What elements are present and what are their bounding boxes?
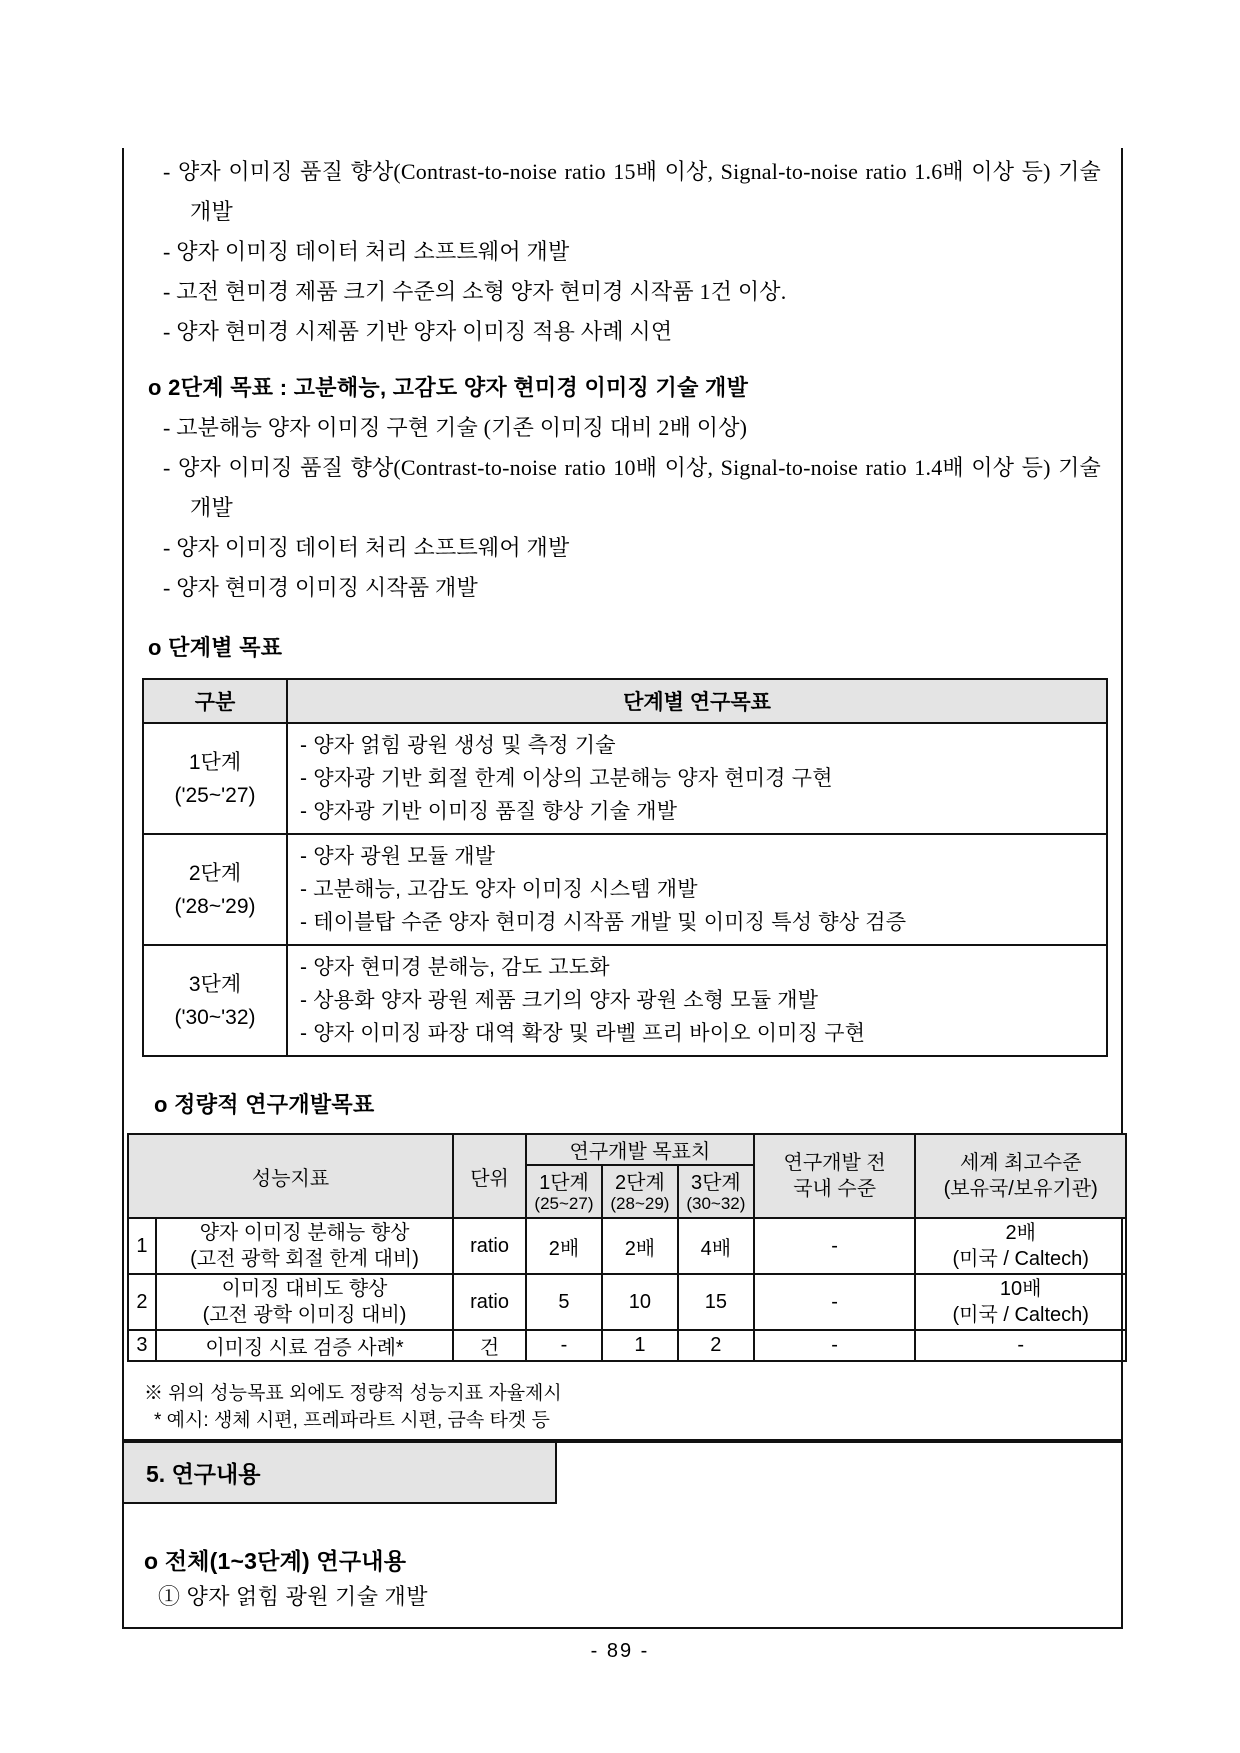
row-number: 1 [128, 1218, 156, 1274]
unit-cell: ratio [453, 1274, 526, 1330]
world-best-line1: 10배 [999, 1278, 1042, 1300]
indicator-cell [156, 1218, 453, 1274]
footnote: ※ 위의 성능목표 외에도 정량적 성능지표 자율제시 [144, 1383, 562, 1404]
stage2-label-cell [143, 834, 287, 945]
indicator-cell: 이미징 시료 검증 사례* [156, 1330, 453, 1361]
goal-item: - 양자광 기반 이미징 품질 향상 기술 개발 [300, 800, 678, 823]
table-row-stage2 [143, 834, 1107, 945]
goal-item: - 테이블탑 수준 양자 현미경 시작품 개발 및 이미징 특성 향상 검증 [300, 911, 907, 934]
footnote: * 예시: 생체 시편, 프레파라트 시편, 금속 타겟 등 [154, 1410, 550, 1431]
stage2-value: 10 [602, 1274, 678, 1330]
stage-period: (28~29) [610, 1193, 670, 1213]
world-best-line2: (미국 / Caltech) [952, 1248, 1089, 1270]
world-best-line2: (미국 / Caltech) [952, 1304, 1089, 1326]
indicator-line1: 양자 이미징 분해능 향상 [199, 1222, 410, 1244]
bullet-item: - 양자 이미징 데이터 처리 소프트웨어 개발 [163, 239, 570, 264]
quant-goals-heading: o 정량적 연구개발목표 [154, 1092, 375, 1117]
bullet-item: - 양자 현미경 이미징 시작품 개발 [163, 575, 478, 600]
stage2-value: 1 [602, 1330, 678, 1361]
domestic-line1: 연구개발 전 [783, 1152, 886, 1174]
world-best-cell: - [915, 1330, 1126, 1361]
content-box-main [122, 148, 1123, 1441]
bullet-item: - 양자 이미징 품질 향상(Contrast-to-noise ratio 10배 이상, Signal-to-noise ratio 1.4배 이상 등) 기술 개발 [163, 455, 1101, 520]
bullet-item: - 양자 이미징 데이터 처리 소프트웨어 개발 [163, 535, 570, 560]
world-best-cell [915, 1274, 1126, 1330]
section5-title-cell [122, 1441, 557, 1504]
col-header-unit: 단위 [453, 1134, 526, 1218]
quant-row-1 [128, 1218, 1126, 1274]
numbered-item-1: ① 양자 얽힘 광원 기술 개발 [158, 1584, 429, 1609]
col-header-target: 연구개발 목표치 [526, 1134, 754, 1165]
table-row-stage3 [143, 945, 1107, 1056]
stage3-value: 15 [678, 1274, 754, 1330]
domestic-value: - [754, 1274, 916, 1330]
section5-content [144, 1543, 428, 1615]
world-line1: 세계 최고수준 [959, 1152, 1082, 1174]
bullet-item: - 양자 현미경 시제품 기반 양자 이미징 적용 사례 시연 [163, 319, 673, 344]
indicator-line2: (고전 광학 이미징 대비) [202, 1304, 407, 1326]
stage-goals-heading: o 단계별 목표 [148, 635, 283, 660]
col-header-domestic [754, 1134, 916, 1218]
goal-item: - 양자 광원 모듈 개발 [300, 845, 496, 868]
indicator-cell [156, 1274, 453, 1330]
goal-item: - 양자 얽힘 광원 생성 및 측정 기술 [300, 734, 616, 757]
stage2-goals-cell [287, 834, 1107, 945]
stage-name: 2단계 [188, 861, 242, 885]
goal-item: - 고분해능, 고감도 양자 이미징 시스템 개발 [300, 878, 698, 901]
content-box-section5 [122, 1441, 1123, 1629]
col-header-stage1 [526, 1165, 602, 1218]
table-footnotes [142, 1380, 1101, 1434]
overall-content-heading: o 전체(1~3단계) 연구내용 [144, 1548, 407, 1574]
phase2-bullet-list [142, 408, 1101, 608]
table-row-stage1 [143, 723, 1107, 834]
goal-item: - 양자광 기반 회절 한계 이상의 고분해능 양자 현미경 구현 [300, 767, 833, 790]
goal-item: - 양자 현미경 분해능, 감도 고도화 [300, 956, 610, 979]
stage-name: 3단계 [690, 1171, 741, 1194]
bullet-item: - 고전 현미경 제품 크기 수준의 소형 양자 현미경 시작품 1건 이상. [163, 279, 787, 304]
unit-cell: ratio [453, 1218, 526, 1274]
indicator-line2: (고전 광학 회절 한계 대비) [190, 1248, 419, 1270]
goal-item: - 상용화 양자 광원 제품 크기의 양자 광원 소형 모듈 개발 [300, 989, 819, 1012]
stage3-label-cell [143, 945, 287, 1056]
goal-item: - 양자 이미징 파장 대역 확장 및 라벨 프리 바이오 이미징 구현 [300, 1022, 866, 1045]
quant-row-2 [128, 1274, 1126, 1330]
row-number: 3 [128, 1330, 156, 1361]
col-header-world-best [915, 1134, 1126, 1218]
stage-period: (25~27) [534, 1193, 594, 1213]
stage-name: 3단계 [188, 972, 242, 996]
col-header-objectives: 단계별 연구목표 [287, 679, 1107, 723]
section5-title: 5. 연구내용 [146, 1461, 261, 1487]
bullet-item: - 고분해능 양자 이미징 구현 기술 (기존 이미징 대비 2배 이상) [163, 415, 748, 440]
stage-name: 1단계 [188, 750, 242, 774]
phase1-bullet-list [142, 152, 1101, 352]
stage-name: 1단계 [539, 1171, 589, 1194]
stage1-goals-cell [287, 723, 1107, 834]
col-header-division: 구분 [143, 679, 287, 723]
page-number: - 89 - [590, 1640, 650, 1662]
bullet-item: - 양자 이미징 품질 향상(Contrast-to-noise ratio 15배 이상, Signal-to-noise ratio 1.6배 이상 등) 기술 개발 [163, 159, 1101, 224]
phase2-goal-heading: o 2단계 목표 : 고분해능, 고감도 양자 현미경 이미징 기술 개발 [148, 375, 749, 400]
stage3-goals-cell [287, 945, 1107, 1056]
col-header-stage2 [602, 1165, 678, 1218]
stage-name: 2단계 [615, 1171, 665, 1194]
unit-cell: 건 [453, 1330, 526, 1361]
stage1-value: 5 [526, 1274, 602, 1330]
domestic-value: - [754, 1330, 916, 1361]
world-best-cell [915, 1218, 1126, 1274]
stage-goals-table [142, 678, 1108, 1057]
stage-period: ('25~'27) [174, 783, 256, 807]
stage3-value: 4배 [678, 1218, 754, 1274]
world-best-line1: 2배 [1005, 1222, 1036, 1244]
stage1-label-cell [143, 723, 287, 834]
stage-goals-header-row [143, 679, 1107, 723]
col-header-performance: 성능지표 [128, 1134, 453, 1218]
row-number: 2 [128, 1274, 156, 1330]
quant-row-3 [128, 1330, 1126, 1361]
stage1-value: 2배 [526, 1218, 602, 1274]
stage1-value: - [526, 1330, 602, 1361]
stage-period: ('30~'32) [174, 1005, 256, 1029]
domestic-value: - [754, 1218, 916, 1274]
stage2-value: 2배 [602, 1218, 678, 1274]
stage-period: (30~32) [686, 1193, 746, 1213]
quant-goals-table [127, 1133, 1127, 1362]
world-line2: (보유국/보유기관) [943, 1178, 1098, 1200]
indicator-line1: 이미징 대비도 향상 [221, 1278, 388, 1300]
quant-header-row1 [128, 1134, 1126, 1165]
stage3-value: 2 [678, 1330, 754, 1361]
col-header-stage3 [678, 1165, 754, 1218]
stage-period: ('28~'29) [174, 894, 256, 918]
domestic-line2: 국내 수준 [793, 1178, 877, 1200]
